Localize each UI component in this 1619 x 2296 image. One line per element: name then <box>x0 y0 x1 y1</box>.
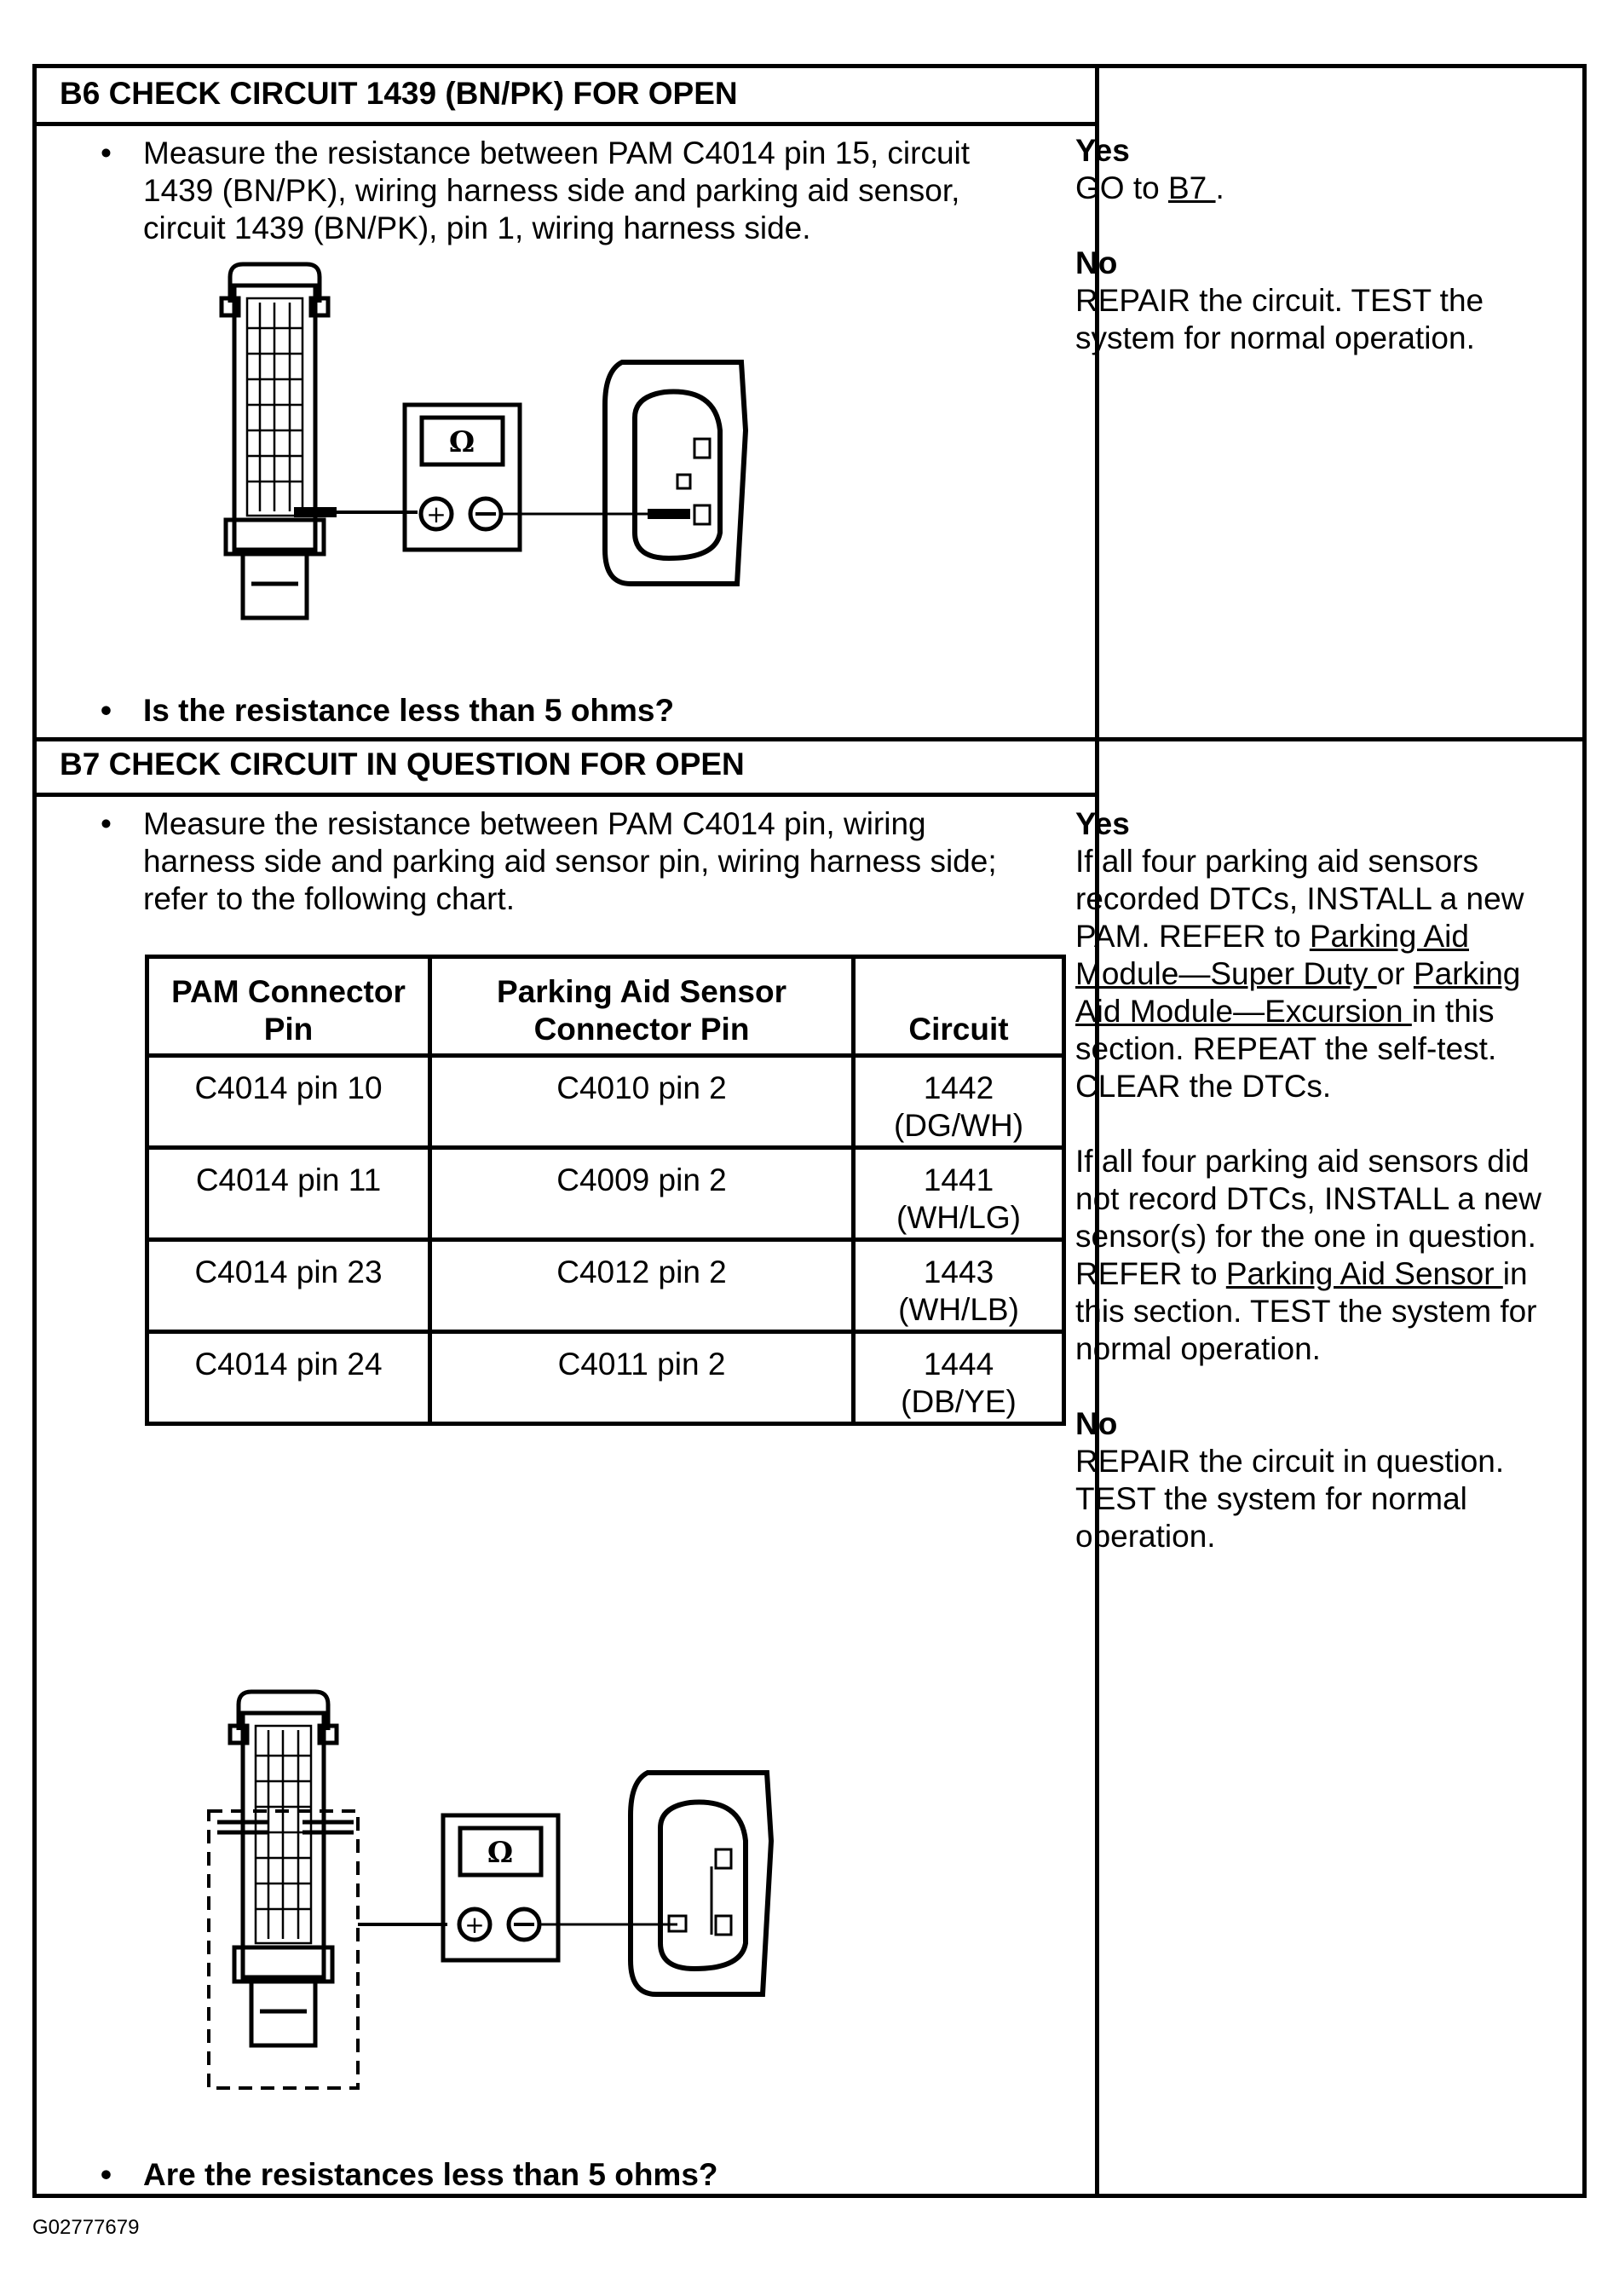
link-parking-aid-module-super-duty-cont[interactable]: Module—Super Duty <box>1075 956 1377 991</box>
b6-step-instruction: • Measure the resistance between PAM C4014 pin 15, circuit 1439 (BN/PK), wiring harness side and parking aid sensor, circuit 1439 (BN/PK), pin 1, wiring harness side. <box>101 136 971 245</box>
b6-header-rule <box>37 122 1095 126</box>
pin-chart <box>145 955 1066 1426</box>
ohm-symbol: Ω <box>487 1836 514 1870</box>
svg-text:+: + <box>464 1911 485 1939</box>
link-parking-aid-module-excursion[interactable]: Parking <box>1413 956 1521 991</box>
col-pam-pin: PAM Connector Pin <box>147 957 430 1056</box>
col-sensor-pin: Parking Aid Sensor Connector Pin <box>430 957 854 1056</box>
table-row: C4014 pin 24 C4011 pin 2 1444 (DB/YE) <box>147 1332 1064 1424</box>
b6-resistance-diagram <box>205 260 801 652</box>
link-parking-aid-module-excursion-cont[interactable]: Aid Module—Excursion <box>1075 994 1412 1029</box>
svg-text:+: + <box>426 500 447 528</box>
table-row: C4014 pin 11 C4009 pin 2 1441 (WH/LG) <box>147 1148 1064 1240</box>
col-circuit: Circuit <box>854 957 1064 1056</box>
link-parking-aid-sensor[interactable]: Parking Aid Sensor <box>1225 1256 1503 1291</box>
figure-code: G02777679 <box>32 2216 140 2239</box>
b6-yes-label: Yes <box>1075 133 1130 168</box>
b7-no-label: No <box>1075 1406 1118 1441</box>
link-b7[interactable]: B7 <box>1167 170 1216 205</box>
b6-header: B6 CHECK CIRCUIT 1439 (BN/PK) FOR OPEN <box>60 76 738 111</box>
b7-resistance-diagram <box>200 1687 797 2105</box>
b6-no-label: No <box>1075 245 1118 280</box>
table-row: C4014 pin 10 C4010 pin 2 1442 (DG/WH) <box>147 1056 1064 1148</box>
b6-response: Yes GO to B7 . No REPAIR the circuit. TEST the system for normal operation. <box>1075 132 1553 357</box>
link-parking-aid-module-super-duty[interactable]: Parking Aid <box>1309 919 1469 954</box>
table-row: C4014 pin 23 C4012 pin 2 1443 (WH/LB) <box>147 1240 1064 1332</box>
b7-question: • Are the resistances less than 5 ohms? <box>101 2157 718 2192</box>
b7-response: Yes If all four parking aid sensors recorded DTCs, INSTALL a new PAM. REFER to Parking Aid Module—Super Duty or Parking Aid Module—Excursion in this section. REPEAT the self-test. CLEAR the DTCs. If all four parking aid sensors did not record DTCs, INSTALL a new sensor(s) for the one in question. REFER to Parking Aid Sensor in this section. TEST the system for normal operation. No REPAIR the circuit in question. TEST the system for normal operation. <box>1075 805 1553 1555</box>
b7-header: B7 CHECK CIRCUIT IN QUESTION FOR OPEN <box>60 747 745 782</box>
b7-header-rule <box>37 793 1095 797</box>
b6-question: • Is the resistance less than 5 ohms? <box>101 693 675 728</box>
b7-yes-label: Yes <box>1075 806 1130 841</box>
b7-step-instruction: • Measure the resistance between PAM C4014 pin, wiring harness side and parking aid sensor pin, wiring harness side; refer to the following chart. <box>101 806 997 916</box>
ohm-symbol: Ω <box>448 425 475 459</box>
